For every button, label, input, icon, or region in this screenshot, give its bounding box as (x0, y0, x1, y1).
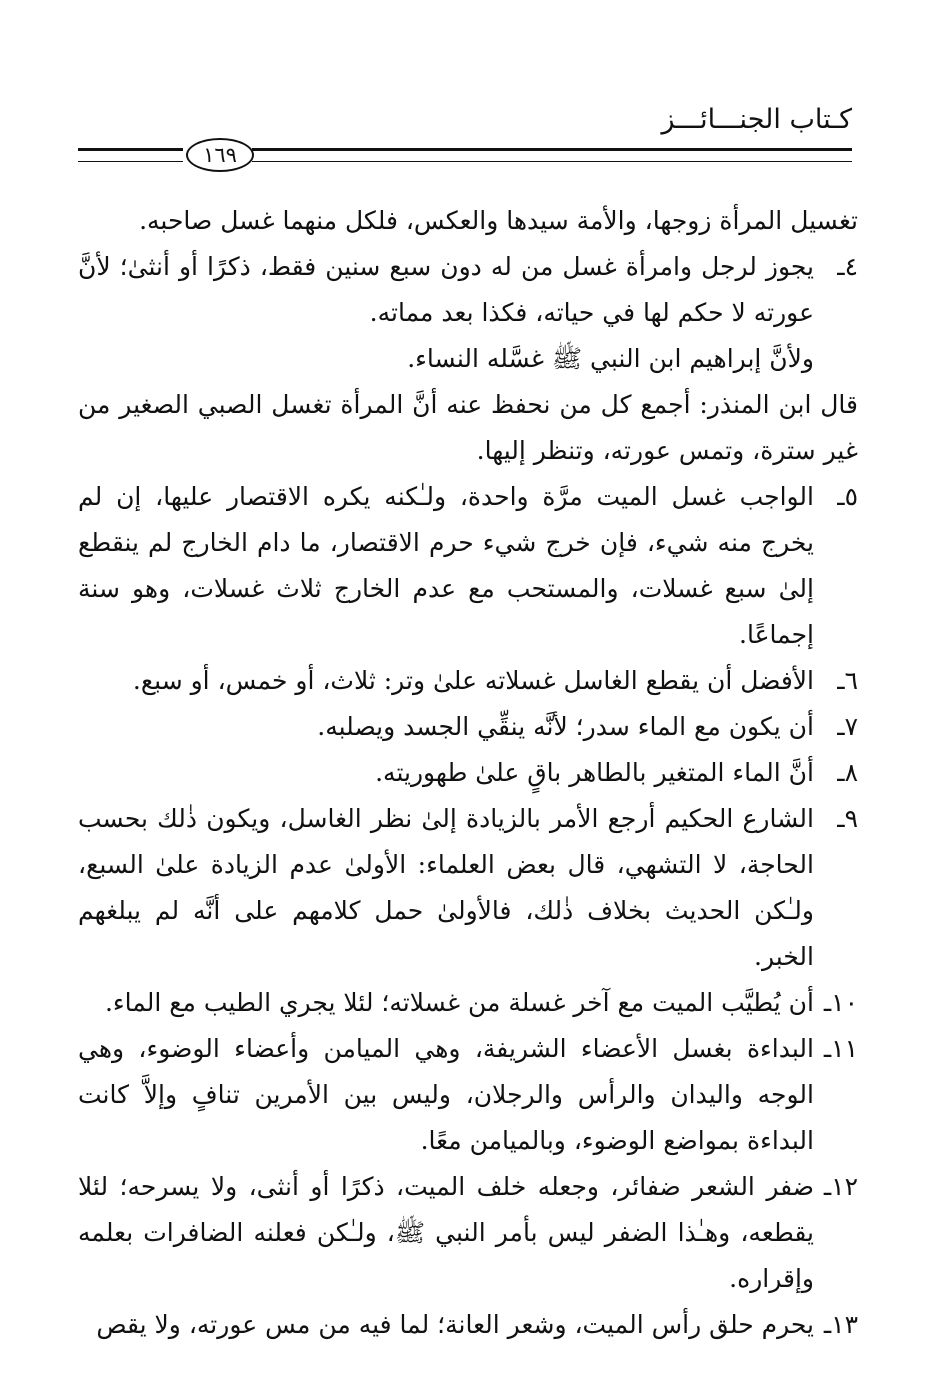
page-body (78, 198, 858, 1348)
header-rule-right (252, 148, 852, 162)
item-number: ١٢ـ (823, 1172, 858, 1201)
paragraph-ibn-mundhir: قال ابن المنذر: أجمع كل من نحفظ عنه أنَّ المرأة تغسل الصبي الصغير من غير سترة، وتمس عورته، وتنظر إليها. (78, 390, 858, 465)
item-text: الواجب غسل الميت مرَّة واحدة، ولـٰكنه يكره الاقتصار عليها، إن لم يخرج منه شيء، فإن خرج شيء حرم الاقتصار، ما دام الخارج لم ينقطع إلىٰ سبع غسلات، والمستحب مع عدم الخارج ثلاث غسلات، وهو سنة إجماعًا. (78, 482, 814, 649)
list-item-7 (78, 704, 858, 750)
item-number: ٨ـ (837, 758, 858, 787)
item-number: ٦ـ (837, 666, 858, 695)
item-number: ١٣ـ (823, 1310, 858, 1339)
list-item-13 (78, 1302, 858, 1348)
item-text: يجوز لرجل وامرأة غسل من له دون سبع سنين فقط، ذكرًا أو أنثىٰ؛ لأنَّ عورته لا حكم لها في حياته، فكذا بعد مماته. (78, 252, 814, 327)
list-item-5 (78, 474, 858, 658)
paragraph-ibrahim: ولأنَّ إبراهيم ابن النبي ﷺ غسَّله النساء. (407, 344, 814, 373)
list-item-11 (78, 1026, 858, 1164)
page-number: ١٦٩ (186, 138, 254, 172)
item-text: يحرم حلق رأس الميت، وشعر العانة؛ لما فيه من مس عورته، ولا يقص (96, 1310, 814, 1339)
item-text: الشارع الحكيم أرجع الأمر بالزيادة إلىٰ نظر الغاسل، ويكون ذٰلك بحسب الحاجة، لا التشهي، قال بعض العلماء: الأولىٰ عدم الزيادة علىٰ السبع، ولـٰكن الحديث بخلاف ذٰلك، فالأولىٰ حمل كلامهم على أنَّه لم يبلغهم الخبر. (78, 804, 814, 971)
list-item-4 (78, 244, 858, 336)
header-rule-left (78, 148, 183, 162)
list-item-12 (78, 1164, 858, 1302)
list-item-10 (78, 980, 858, 1026)
item-text: أنَّ الماء المتغير بالطاهر باقٍ علىٰ طهوريته. (375, 758, 814, 787)
list-item-9 (78, 796, 858, 980)
item-text: أن يُطيَّب الميت مع آخر غسلة من غسلاته؛ لئلا يجري الطيب مع الماء. (104, 988, 814, 1017)
item-text: أن يكون مع الماء سدر؛ لأنَّه ينقِّي الجسد ويصلبه. (317, 712, 814, 741)
item-number: ١٠ـ (823, 988, 858, 1017)
running-title: كـتاب الجنـــائـــز (661, 104, 852, 135)
item-number: ٧ـ (837, 712, 858, 741)
item-number: ٥ـ (837, 482, 858, 511)
item-number: ١١ـ (823, 1034, 858, 1063)
item-text: البداءة بغسل الأعضاء الشريفة، وهي الميامن وأعضاء الوضوء، وهي الوجه واليدان والرأس والرجلان، وليس بين الأمرين تنافٍ وإلاَّ كانت البداءة بمواضع الوضوء، وبالميامن معًا. (78, 1034, 814, 1155)
item-text: ضفر الشعر ضفائر، وجعله خلف الميت، ذكرًا أو أنثى، ولا يسرحه؛ لئلا يقطعه، وهـٰذا الضفر ليس بأمر النبي ﷺ، ولـٰكن فعلنه الضافرات بعلمه وإقراره. (78, 1172, 814, 1293)
list-item-8 (78, 750, 858, 796)
paragraph-continuation: تغسيل المرأة زوجها، والأمة سيدها والعكس، فلكل منهما غسل صاحبه. (139, 206, 858, 235)
item-number: ٤ـ (837, 252, 858, 281)
item-number: ٩ـ (837, 804, 858, 833)
item-text: الأفضل أن يقطع الغاسل غسلاته علىٰ وتر: ثلاث، أو خمس، أو سبع. (132, 666, 814, 695)
list-item-6 (78, 658, 858, 704)
